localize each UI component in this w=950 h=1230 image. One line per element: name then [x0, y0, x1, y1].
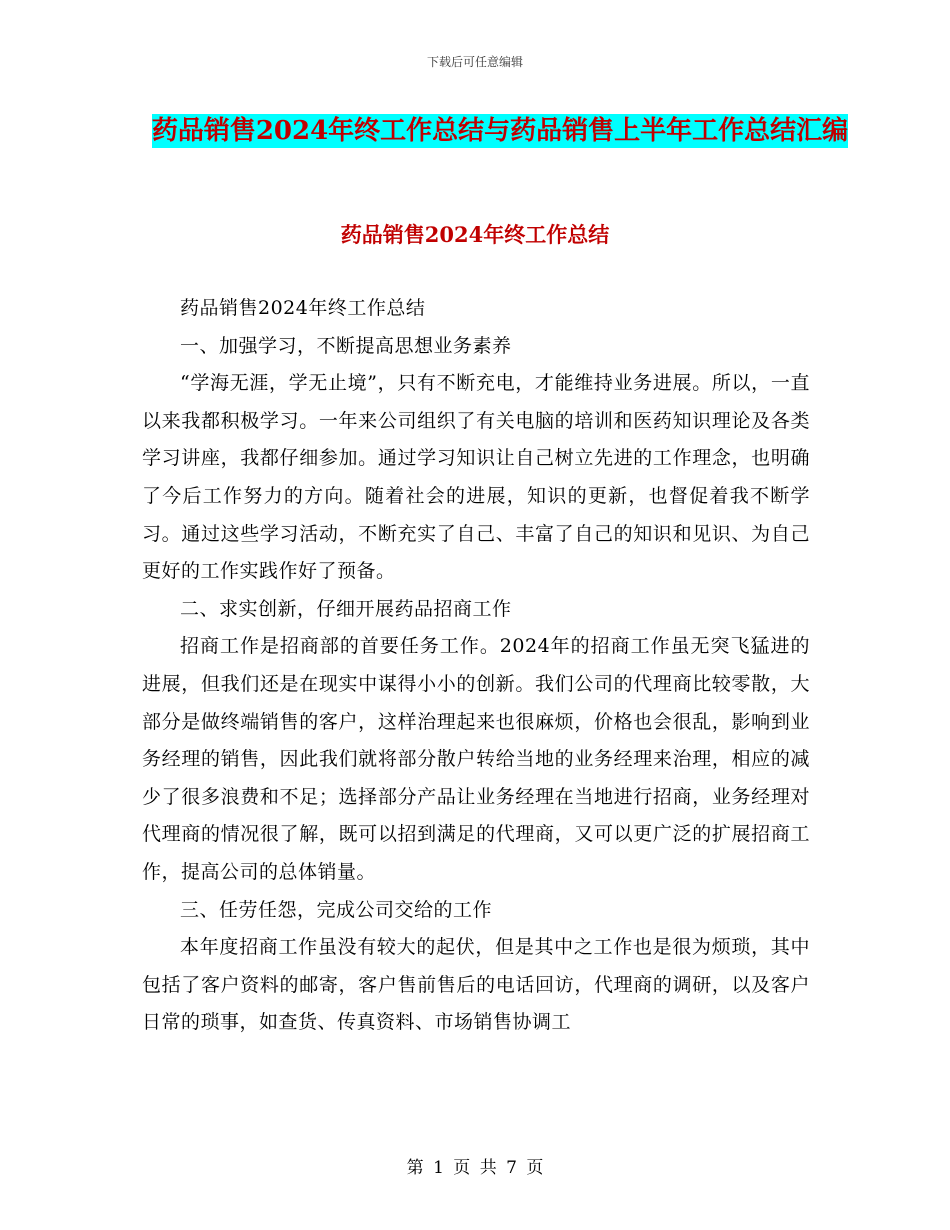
document-title-text: 药品销售2024年终工作总结与药品销售上半年工作总结汇编 [151, 116, 849, 146]
document-body [142, 290, 810, 1042]
document-title [140, 108, 860, 154]
header-note: 下载后可任意编辑 [426, 55, 523, 69]
paragraph-body-2: 招商工作是招商部的首要任务工作。2024年的招商工作虽无突飞猛进的进展，但我们还是在现实中谋得小小的创新。我们公司的代理商比较零散，大部分是做终端销售的客户，这样治理起来也很麻烦，价格也会很乱，影响到业务经理的销售，因此我们就将部分散户转给当地的业务经理来治理，相应的减少了很多浪费和不足；选择部分产品让业务经理在当地进行招商，业务经理对代理商的情况很了解，既可以招到满足的代理商，又可以更广泛的扩展招商工作，提高公司的总体销量。 [142, 635, 810, 883]
paragraph-heading-3: 三、任劳任怨，完成公司交给的工作 [180, 898, 493, 921]
paragraph-heading-1: 一、加强学习，不断提高思想业务素养 [180, 334, 512, 357]
paragraph-body-3: 本年度招商工作虽没有较大的起伏，但是其中之工作也是很为烦琐，其中包括了客户资料的邮寄，客户售前售后的电话回访，代理商的调研，以及客户日常的琐事，如查货、传真资料、市场销售协调工 [142, 936, 810, 1034]
paragraph-subtitle: 药品销售2024年终工作总结 [180, 297, 426, 319]
paragraph-body-1: “学海无涯，学无止境”，只有不断充电，才能维持业务进展。所以，一直以来我都积极学习。一年来公司组织了有关电脑的培训和医药知识理论及各类学习讲座，我都仔细参加。通过学习知识让自己树立先进的工作理念，也明确了今后工作努力的方向。随着社会的进展，知识的更新，也督促着我不断学习。通过这些学习活动，不断充实了自己、丰富了自己的知识和见识、为自己更好的工作实践作好了预备。 [142, 372, 810, 583]
paragraph-heading-2: 二、求实创新，仔细开展药品招商工作 [180, 597, 512, 620]
section-title: 药品销售2024年终工作总结 [340, 222, 610, 247]
page-number-footer: 第 1 页 共 7 页 [406, 1158, 544, 1178]
